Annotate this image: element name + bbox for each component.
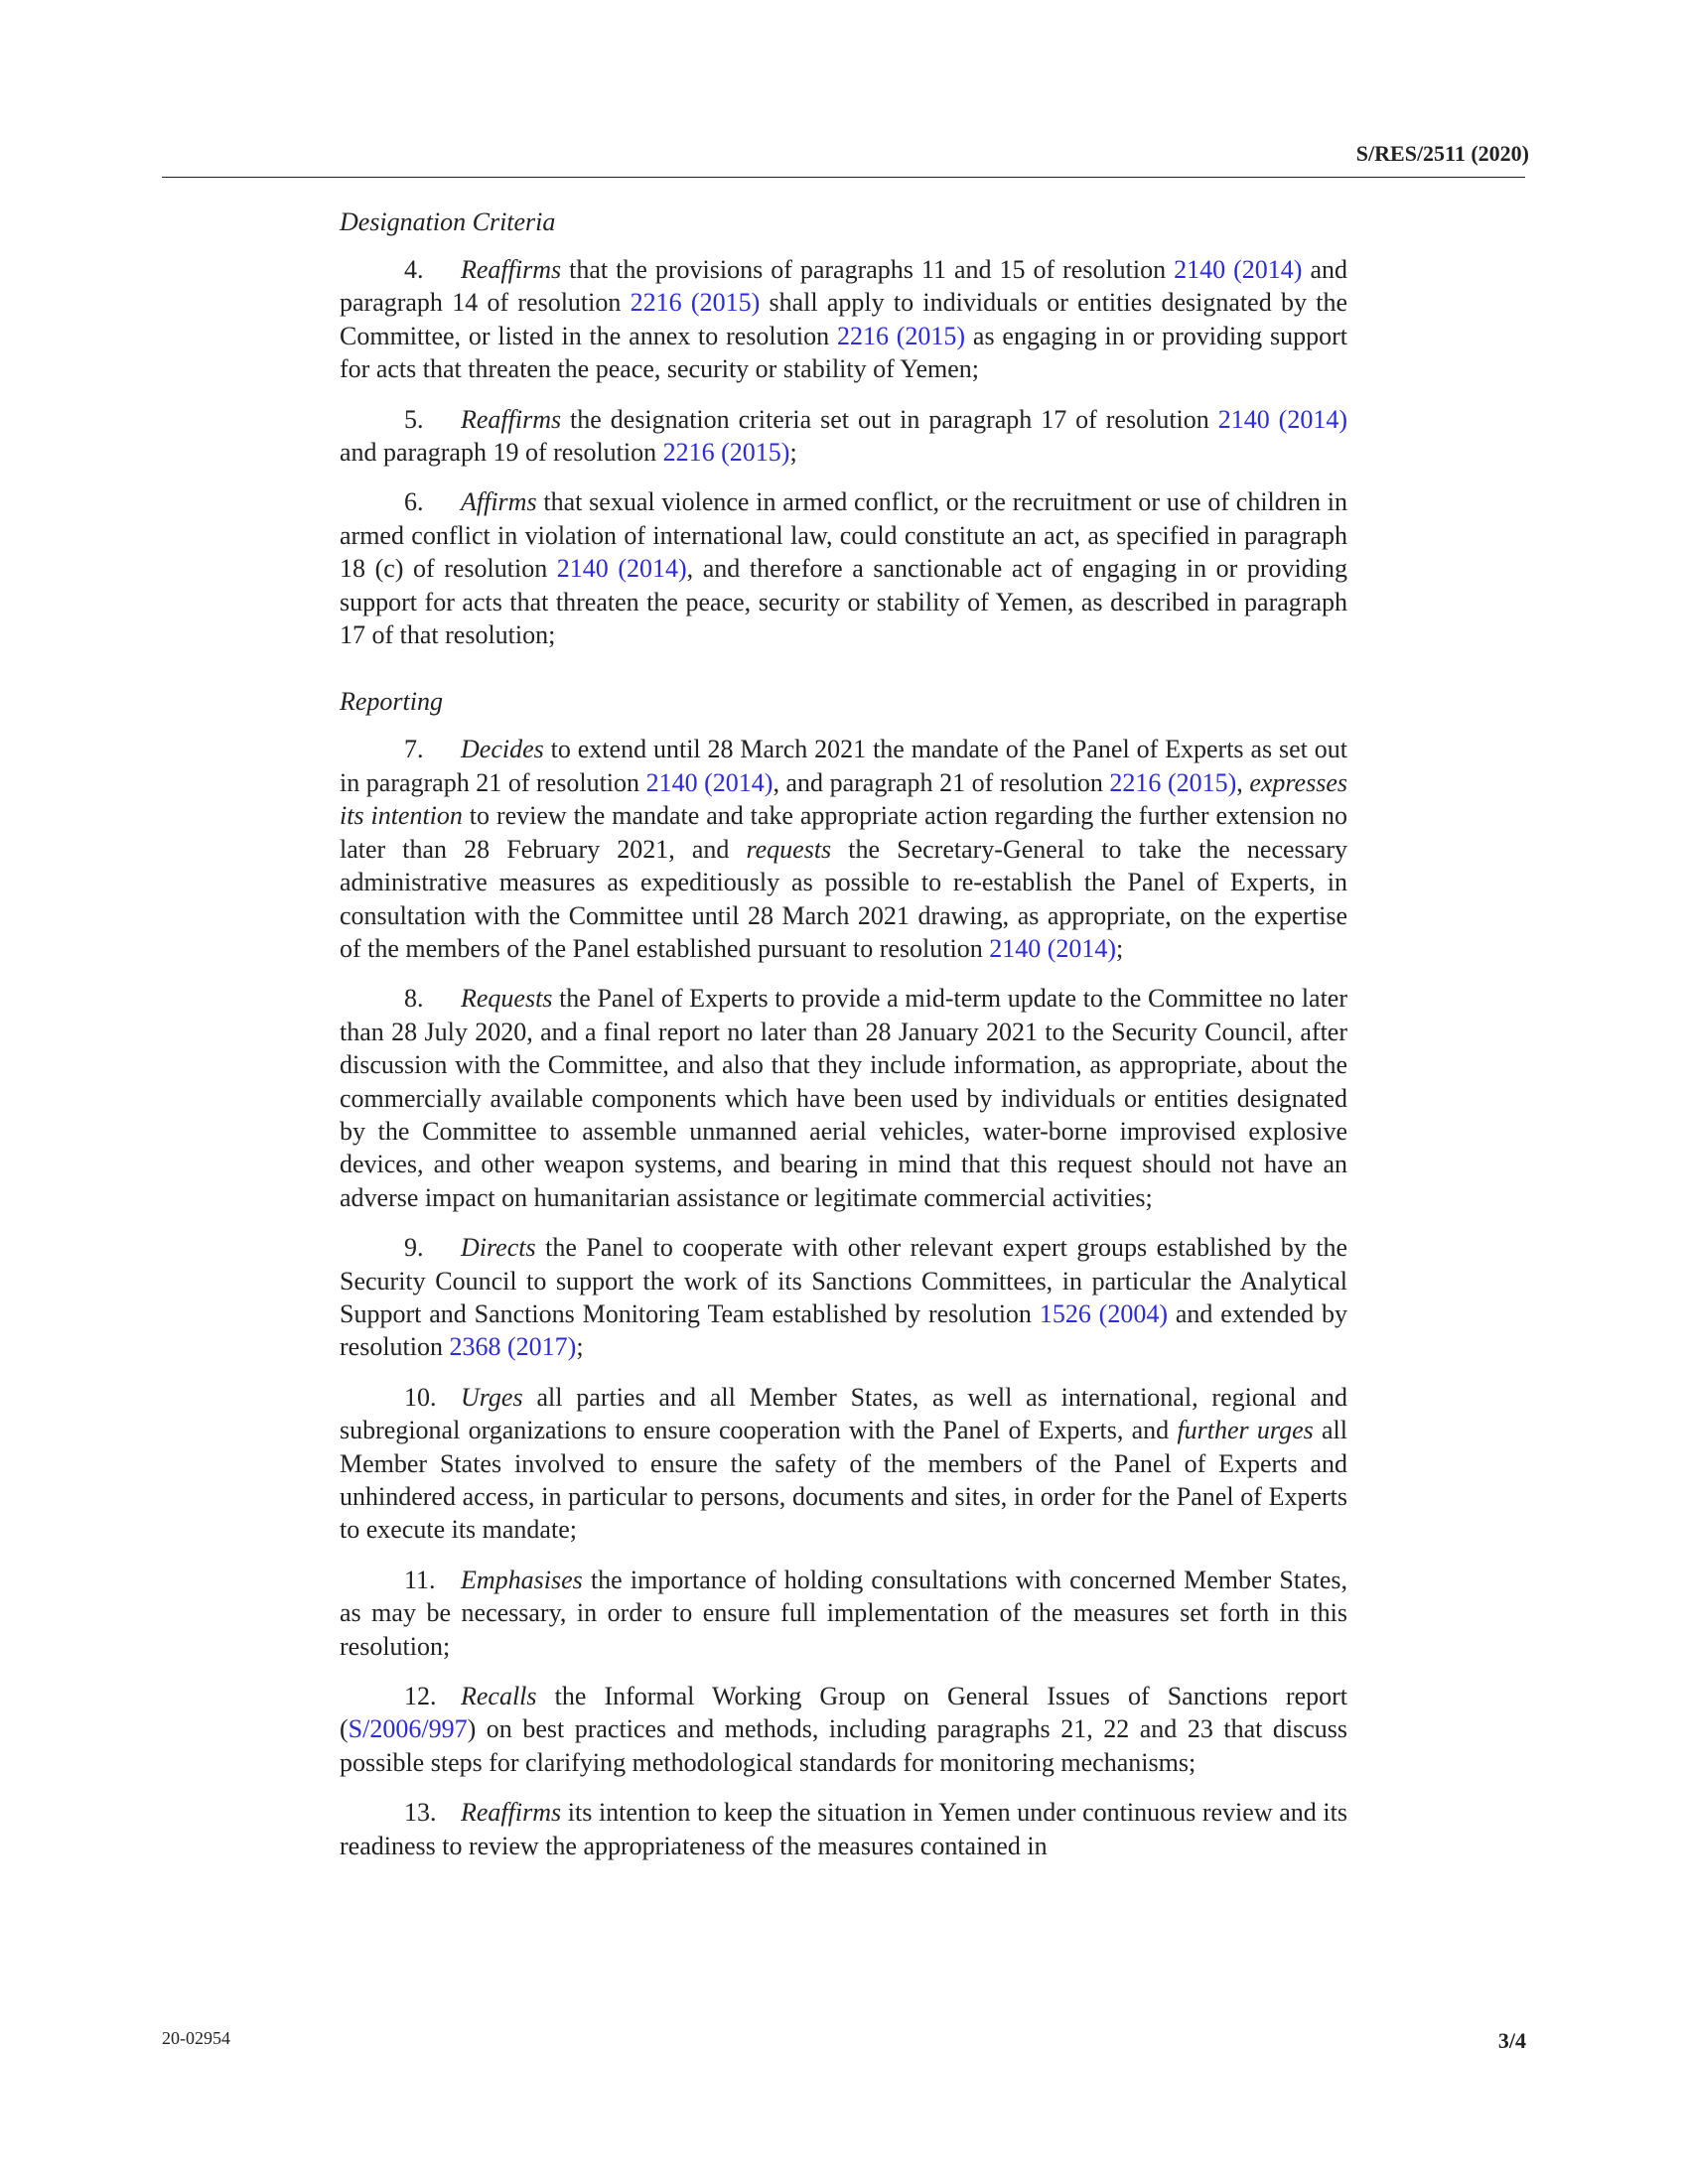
resolution-link[interactable]: 2140 (2014)	[989, 933, 1117, 963]
paragraph-number: 6.	[404, 487, 424, 517]
header-divider	[162, 177, 1525, 178]
resolution-link[interactable]: 2140 (2014)	[645, 767, 774, 797]
section-heading-designation-criteria: Designation Criteria	[340, 207, 556, 236]
resolution-link[interactable]: S/2006/997	[348, 1714, 468, 1744]
paragraph-text: the Panel to cooperate with other relevant expert groups established by the Security Council to support the work of its Sanctions Committees, in particular the Analytical Support and Sanctions Monitoring Team established by resolution	[340, 1233, 1347, 1328]
paragraph-number: 11.	[404, 1565, 436, 1594]
paragraph-text: to review the mandate and take appropriate action regarding the further extension no later than 28 February 2021, and	[340, 801, 1347, 864]
paragraph-text: , and therefore a sanctionable act of engaging in or providing support for acts that threaten the peace, security or stability of Yemen, as described in paragraph 17 of that resolution;	[340, 554, 1347, 650]
paragraph-text: the Secretary-General to take the necessary administrative measures as expeditiously as possible to re-establish the Panel of Experts, in consultation with the Committee until 28 March 2021 drawing, as appropriate, on the expertise of the members of the Panel established pursuant to resolution	[340, 834, 1347, 963]
paragraph-number: 4.	[404, 255, 424, 284]
paragraph-text: ;	[1116, 933, 1124, 963]
operative-verb: requests	[746, 834, 832, 864]
resolution-link[interactable]: 1526 (2004)	[1039, 1298, 1168, 1328]
document-symbol: S/RES/2511 (2020)	[1355, 141, 1529, 166]
operative-verb: expresses its intention	[340, 767, 1347, 831]
paragraph-text: the importance of holding consultations with concerned Member States, as may be necessary, in order to ensure full implementation of the measures set forth in this resolution;	[340, 1565, 1347, 1661]
paragraph-number: 8.	[404, 984, 424, 1014]
paragraph-text: ,	[1236, 767, 1250, 797]
paragraph-number: 5.	[404, 404, 424, 434]
paragraph-text: and paragraph 14 of resolution	[340, 255, 1347, 318]
paragraph-text: its intention to keep the situation in Yemen under continuous review and its readiness to review the appropriateness of the measures contained in	[340, 1798, 1347, 1860]
operative-paragraph	[340, 1796, 1347, 1862]
paragraph-number: 12.	[404, 1682, 437, 1711]
resolution-link[interactable]: 2216 (2015)	[630, 288, 761, 318]
paragraph-text: shall apply to individuals or entities designated by the Committee, or listed in the annex to resolution	[340, 288, 1347, 350]
operative-verb: Directs	[461, 1233, 536, 1263]
paragraph-text: , and paragraph 21 of resolution	[773, 767, 1110, 797]
operative-verb: Requests	[461, 984, 553, 1014]
operative-paragraph	[340, 1680, 1347, 1779]
operative-paragraph	[340, 733, 1347, 965]
paragraph-number: 9.	[404, 1233, 424, 1263]
paragraph-text: all Member States involved to ensure the safety of the members of the Panel of Experts and unhindered access, in particular to persons, documents and sites, in order for the Panel of Experts to execute its mandate;	[340, 1416, 1347, 1545]
paragraph-number: 7.	[404, 735, 424, 764]
resolution-link[interactable]: 2140 (2014)	[1174, 255, 1303, 284]
paragraph-text: as engaging in or providing support for acts that threaten the peace, security or stability of Yemen;	[340, 321, 1348, 384]
paragraph-text: the Panel of Experts to provide a mid-term update to the Committee no later than 28 July 2020, and a final report no later than 28 January 2021 to the Security Council, after discussion with the Committee, and also that they include information, as appropriate, about the commercially available components which have been used by individuals or entities designated by the Committee to assemble unmanned aerial vehicles, water-borne improvised explosive devices, and other weapon systems, and bearing in mind that this request should not have an adverse impact on humanitarian assistance or legitimate commercial activities;	[340, 984, 1347, 1212]
resolution-link[interactable]: 2140 (2014)	[556, 554, 687, 584]
footer-document-number: 20-02954	[162, 2028, 230, 2048]
section-heading-reporting: Reporting	[340, 687, 443, 717]
operative-paragraph	[340, 1564, 1347, 1663]
paragraph-number: 13.	[404, 1798, 437, 1828]
operative-verb: Affirms	[461, 487, 537, 517]
paragraph-text: and paragraph 19 of resolution	[340, 438, 663, 468]
paragraph-text: all parties and all Member States, as well as international, regional and subregional organizations to ensure cooperation with the Panel of Experts, and	[340, 1382, 1347, 1445]
operative-paragraph	[340, 403, 1347, 470]
paragraph-text: the Informal Working Group on General Issues of Sanctions report (	[340, 1682, 1347, 1744]
paragraph-text: that sexual violence in armed conflict, or the recruitment or use of children in armed conflict in violation of international law, could constitute an act, as specified in paragraph 18 (c) of resolution	[340, 487, 1347, 584]
footer-page-number: 3/4	[1497, 2028, 1526, 2053]
operative-verb: Decides	[461, 735, 544, 764]
paragraph-group-designation	[340, 253, 1347, 651]
paragraph-text: ) on best practices and methods, including paragraphs 21, 22 and 23 that discuss possible steps for clarifying methodological standards for monitoring mechanisms;	[340, 1714, 1347, 1777]
resolution-link[interactable]: 2140 (2014)	[1217, 404, 1347, 434]
resolution-body	[340, 205, 1347, 1879]
paragraph-number: 10.	[404, 1382, 437, 1412]
operative-verb: further urges	[1177, 1416, 1314, 1445]
resolution-link[interactable]: 2216 (2015)	[662, 438, 790, 468]
operative-verb: Recalls	[461, 1682, 537, 1711]
paragraph-text: ;	[576, 1332, 584, 1362]
operative-paragraph	[340, 253, 1347, 386]
operative-verb: Reaffirms	[461, 404, 562, 434]
operative-verb: Reaffirms	[461, 1798, 562, 1828]
paragraph-text: that the provisions of paragraphs 11 and 15 of resolution	[561, 255, 1175, 284]
resolution-link[interactable]: 2368 (2017)	[449, 1332, 577, 1362]
operative-paragraph	[340, 982, 1347, 1214]
paragraph-text: to extend until 28 March 2021 the mandate of the Panel of Experts as set out in paragraph 21 of resolution	[340, 735, 1347, 797]
paragraph-text: and extended by resolution	[340, 1298, 1347, 1362]
operative-paragraph	[340, 485, 1347, 651]
paragraph-text: the designation criteria set out in paragraph 17 of resolution	[561, 404, 1218, 434]
paragraph-group-reporting	[340, 733, 1347, 1862]
operative-verb: Emphasises	[461, 1565, 583, 1594]
paragraph-text: ;	[789, 438, 797, 468]
operative-verb: Urges	[461, 1382, 523, 1412]
operative-paragraph	[340, 1231, 1347, 1364]
operative-verb: Reaffirms	[461, 255, 562, 284]
operative-paragraph	[340, 1381, 1347, 1547]
resolution-link[interactable]: 2216 (2015)	[1109, 767, 1237, 797]
resolution-link[interactable]: 2216 (2015)	[836, 321, 966, 350]
